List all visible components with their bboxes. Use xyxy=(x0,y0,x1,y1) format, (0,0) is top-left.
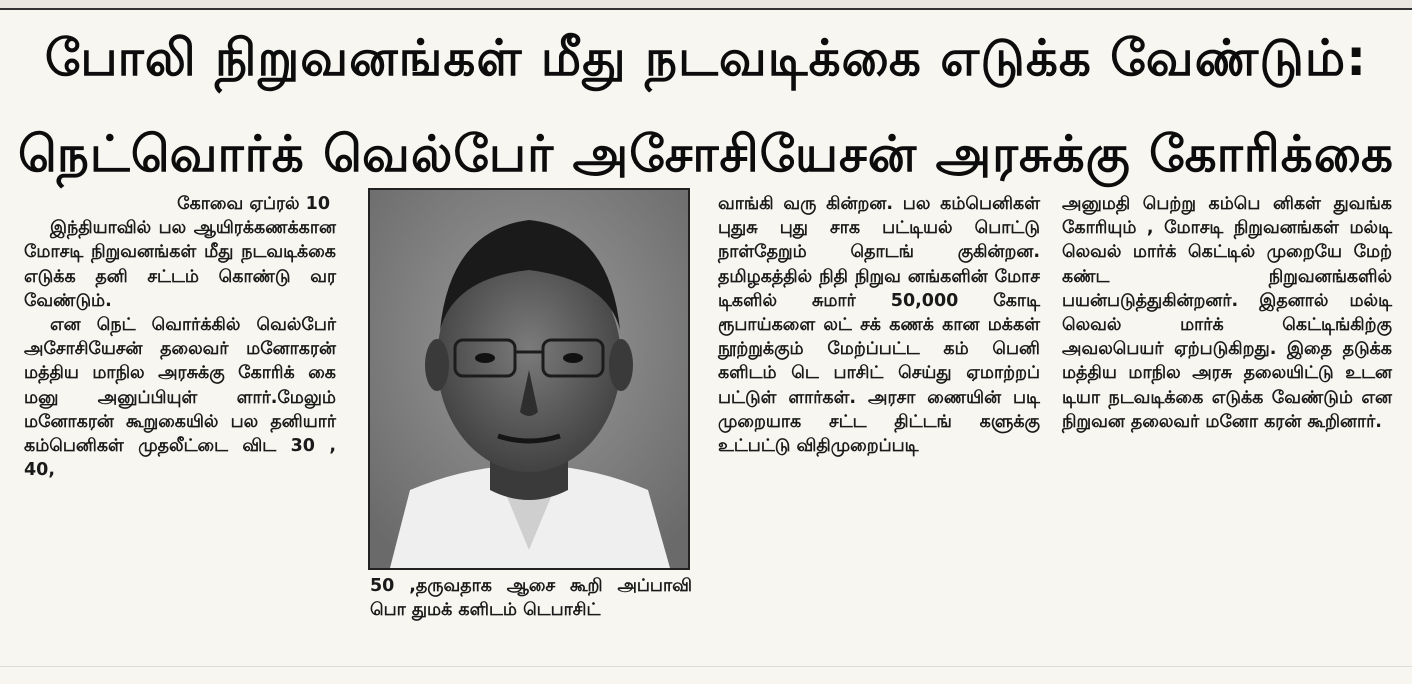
column-4 xyxy=(1062,192,1392,434)
column-3-text: வாங்கி வரு கின்றன. பல கம்பெனிகள் புதுசு புது சாக பட்டியல் பொட்டு நாள்தேறும் தொடங் குகின்றன. தமிழகத்தில் நிதி நிறுவ னங்களின் மோச டிகளில் சுமார் 50,000 கோடி ரூபாய்களை லட் சக் கணக் கான மக்கள் நூற்றுக்கும் மேற்ப்பட்ட கம் பெனி களிடம் டெ பாசிட் செய்து ஏமாற்றப் பட்டுள் ளார்கள். அரசா ணையின் படி முறையாக சட்ட திட்டங் களுக்கு உட்பட்டு விதிமுறைப்படி xyxy=(718,194,1040,457)
portrait-image xyxy=(370,190,688,568)
column-1-paragraph-1: இந்தியாவில் பல ஆயிரக்கணக்கான மோசடி நிறுவனங்கள் மீது நடவடிக்கை எடுக்க தனி சட்டம் கொண்டு வர வேண்டும். xyxy=(24,218,336,311)
portrait-photo xyxy=(368,188,690,570)
column-1 xyxy=(24,192,336,482)
column-4-text: அனுமதி பெற்று கம்பெ னிகள் துவங்க கோரியும் , மோசடி நிறுவனங்கள் மல்டி லெவல் மார்க் கெட்டில் முறையே மேற் கண்ட நிறுவனங்களில் பயன்படுத்துகின்றனர். இதனால் மல்டி லெவல் மார்க் கெட்டிங்கிற்கு அவலபெயர் ஏற்படுகிறது. இதை தடுக்க மத்திய மாநில அரசு தலையிட்டு உடன டியா நடவடிக்கை எடுக்க வேண்டும் என நிறுவன தலைவர் மனோ கரன் கூறினார். xyxy=(1062,194,1392,432)
bottom-rule xyxy=(0,666,1412,667)
dateline: கோவை ஏப்ரல் 10 xyxy=(177,194,330,214)
headline-line-1: போலி நிறுவனங்கள் மீது நடவடிக்கை எடுக்க வேண்டும்: xyxy=(44,29,1368,87)
top-rule xyxy=(0,8,1412,10)
column-3 xyxy=(718,192,1040,458)
photo-caption: 50 ,தருவதாக ஆசை கூறி அப்பாவி பொ துமக் களிடம் டெபாசிட் xyxy=(370,576,692,621)
column-1-paragraph-2: என நெட் வொர்க்கில் வெல்பேர் அசோசியேசன் தலைவர் மனோகரன் மத்திய மாநில அரசுக்கு கோரிக் கை மனு அனுப்பியுள் ளார்.மேலும் மனோகரன் கூறுகையில் பல தனியார் கம்பெனிகள் முதலீட்டை விட 30 , 40, xyxy=(24,315,336,481)
clipping-top-edge xyxy=(0,0,1412,8)
headline-line-2: நெட்வொர்க் வெல்பேர் அசோசியேசன் அரசுக்கு கோரிக்கை xyxy=(17,125,1395,183)
